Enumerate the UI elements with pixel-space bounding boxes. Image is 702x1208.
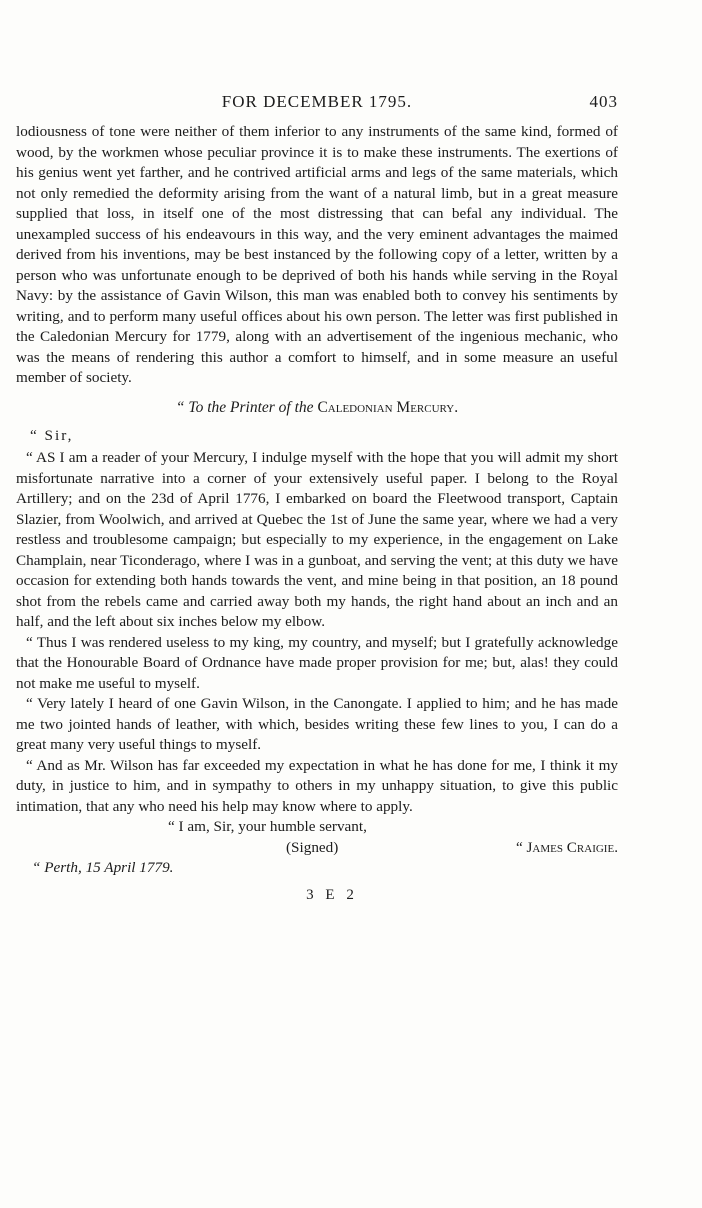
signed-note: (Signed) [286, 838, 339, 856]
newspaper-name: Caledonian Mercury. [317, 398, 459, 416]
letter-salutation: “ Sir, [30, 426, 74, 444]
letter-heading [16, 398, 618, 418]
letter-paragraph: “ Very lately I heard of one Gavin Wilson, in the Canongate. I applied to him; and he has made me two jointed hands of leather, with which, besides writing these few lines to you, I can do a great many very useful things to myself. [16, 695, 618, 753]
letter-closing: “ I am, Sir, your humble servant, [168, 818, 367, 835]
printer-signature-mark: 3 E 2 [306, 886, 358, 903]
page [16, 92, 618, 905]
letter-paragraph: “ Thus I was rendered useless to my king, my country, and myself; but I gratefully acknowledge that the Honourable Board of Ordnance have made proper provision for me; but, alas! they could not make me useful to myself. [16, 633, 618, 692]
continuation-paragraph: lodiousness of tone were neither of them inferior to any instruments of the same kind, formed of wood, by the workmen whose peculiar province it is to make these instruments. The exertions of his genius went yet farther, and he contrived artificial arms and legs of the same materials, which not only remedied the deformity arising from the want of a natural limb, but in a great measure supplied that loss, in itself one of the most distressing that can befal any individual. The unexampled success of his endeavours in this way, and the very eminent advantages the maimed derived from his inventions, may be best instanced by the following copy of a letter, written by a person who was unfortunate enough to be deprived of both his hands while serving in the Royal Navy: by the assistance of Gavin Wilson, this man was enabled both to convey his sentiments by writing, and to perform many useful offices about his own person. The letter was first published in the Caledonian Mercury for 1779, along with an advertisement of the ingenious mechanic, who was the means of rendering this author a comfort to himself, and in some measure an useful member of society. [16, 123, 618, 386]
running-title: FOR DECEMBER 1795. [221, 92, 413, 111]
letter-signer: “ James Craigie. [515, 838, 618, 856]
letter-date: “ Perth, 15 April 1779. [32, 859, 174, 876]
signature-line [16, 838, 618, 859]
running-head [16, 92, 618, 122]
article-body [16, 122, 618, 905]
letter-paragraph: “ AS I am a reader of your Mercury, I indulge myself with the hope that you will admit my short misfortunate narrative into a corner of your extensively useful paper. I belong to the Royal Artillery; and on the 23d of April 1776, I embarked on board the Fleetwood transport, Captain Slazier, from Woolwich, and arrived at Quebec the 1st of June the same year, where we had a very restless and troublesome campaign; but especially to my experience, in the engagement on Lake Champlain, near Ticonderago, where I was in a gunboat, and serving the vent; at this duty we have occasion for extending both hands towards the vent, and mine being in that position, an 18 pound shot from the rebels came and carried away both my hands, the right hand about an inch and an half, and the left about six inches below my elbow. [16, 449, 618, 630]
letter-paragraph: “ And as Mr. Wilson has far exceeded my expectation in what he has done for me, I think it my duty, in justice to him, and in sympathy to others in my unhappy situation, to give this public intimation, that any who need his help may know where to apply. [16, 756, 618, 815]
letter-heading-prefix: “ To the Printer of the [175, 398, 318, 416]
page-number: 403 [589, 92, 618, 111]
